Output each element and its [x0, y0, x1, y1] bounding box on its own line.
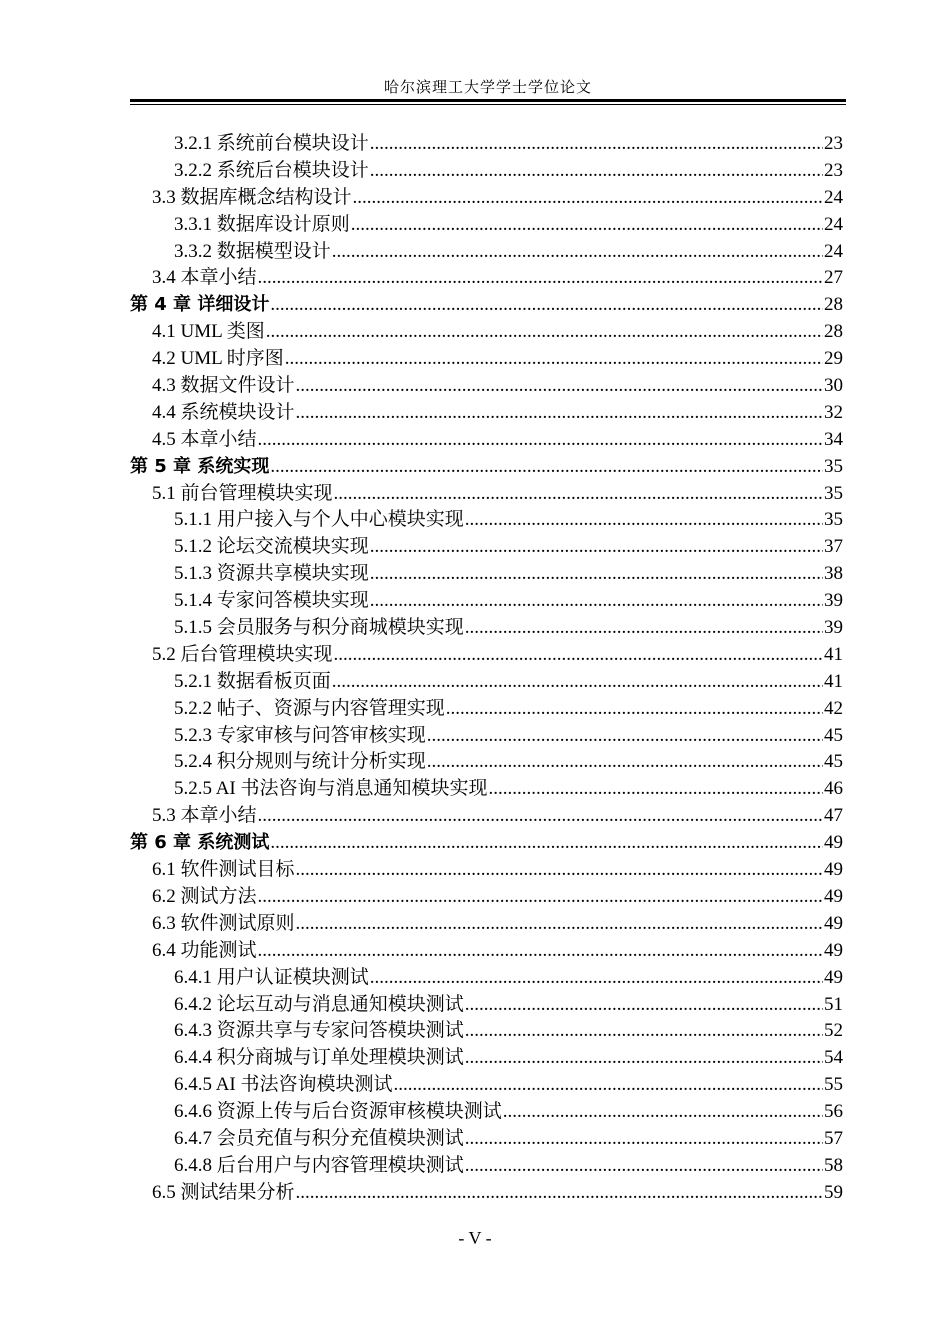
toc-dot-leader [351, 212, 823, 239]
toc-entry-title: 4.4 系统模块设计 [152, 401, 295, 423]
toc-dot-leader [370, 965, 823, 992]
toc-entry[interactable] [130, 803, 843, 830]
toc-entry-page: 41 [824, 670, 843, 692]
toc-entry-title: 5.1 前台管理模块实现 [152, 482, 333, 504]
toc-chapter-entry[interactable] [130, 830, 843, 857]
toc-entry[interactable] [130, 776, 843, 803]
toc-entry-page: 46 [824, 778, 843, 800]
toc-entry-title: 6.5 测试结果分析 [152, 1181, 295, 1203]
toc-entry[interactable] [130, 373, 843, 400]
toc-dot-leader [503, 1099, 823, 1126]
toc-entry-title: 5.1.2 论坛交流模块实现 [174, 536, 369, 558]
toc-entry[interactable] [130, 158, 843, 185]
toc-entry-title: 5.1.3 资源共享模块实现 [174, 563, 369, 585]
page-number: - V - [458, 1228, 492, 1248]
toc-entry-page: 52 [824, 1020, 843, 1042]
toc-entry-title: 6.4.6 资源上传与后台资源审核模块测试 [174, 1101, 502, 1123]
toc-entry-page: 55 [824, 1074, 843, 1096]
toc-entry-title: 6.4.1 用户认证模块测试 [174, 966, 369, 988]
toc-entry-title: 3.3 数据库概念结构设计 [152, 186, 352, 208]
toc-dot-leader [258, 427, 823, 454]
toc-entry-title: 6.2 测试方法 [152, 885, 257, 907]
toc-entry-title: 3.2.2 系统后台模块设计 [174, 159, 369, 181]
toc-entry-page: 35 [824, 455, 843, 477]
toc-entry-title: 6.4.7 会员充值与积分充值模块测试 [174, 1127, 464, 1149]
toc-dot-leader [427, 723, 823, 750]
toc-entry-title: 5.2 后台管理模块实现 [152, 643, 333, 665]
toc-entry-title: 5.2.1 数据看板页面 [174, 670, 331, 692]
toc-dot-leader [296, 911, 823, 938]
toc-entry-title: 5.3 本章小结 [152, 805, 257, 827]
toc-entry-title: 3.4 本章小结 [152, 267, 257, 289]
toc-entry-page: 28 [824, 321, 843, 343]
toc-dot-leader [258, 265, 823, 292]
toc-dot-leader [370, 561, 823, 588]
toc-entry-title: 5.1.4 专家问答模块实现 [174, 590, 369, 612]
toc-dot-leader [446, 696, 823, 723]
toc-entry-title: 第 4 章 详细设计 [130, 294, 270, 316]
toc-entry-page: 49 [824, 912, 843, 934]
toc-dot-leader [258, 803, 823, 830]
toc-entry-page: 35 [824, 509, 843, 531]
toc-chapter-entry[interactable] [130, 454, 843, 481]
toc-entry-title: 6.4 功能测试 [152, 939, 257, 961]
toc-entry-page: 24 [824, 240, 843, 262]
toc-entry-title: 4.3 数据文件设计 [152, 375, 295, 397]
toc-entry-title: 6.4.8 后台用户与内容管理模块测试 [174, 1154, 464, 1176]
toc-entry-page: 56 [824, 1101, 843, 1123]
toc-dot-leader [258, 884, 823, 911]
toc-entry-page: 47 [824, 805, 843, 827]
toc-dot-leader [285, 346, 823, 373]
toc-entry-page: 49 [824, 885, 843, 907]
toc-dot-leader [427, 749, 823, 776]
toc-entry[interactable] [130, 938, 843, 965]
toc-entry[interactable] [130, 857, 843, 884]
toc-dot-leader [465, 992, 823, 1019]
toc-dot-leader [370, 131, 823, 158]
toc-entry[interactable] [130, 427, 843, 454]
toc-entry-title: 第 5 章 系统实现 [130, 455, 270, 477]
toc-entry-title: 4.5 本章小结 [152, 428, 257, 450]
toc-entry[interactable] [130, 884, 843, 911]
toc-entry[interactable] [130, 749, 843, 776]
toc-entry-page: 30 [824, 375, 843, 397]
toc-entry-title: 4.2 UML 时序图 [152, 348, 284, 370]
toc-entry[interactable] [130, 642, 843, 669]
toc-entry-title: 3.3.1 数据库设计原则 [174, 213, 350, 235]
toc-entry[interactable] [130, 1045, 843, 1072]
toc-dot-leader [270, 292, 823, 319]
toc-entry-page: 42 [824, 697, 843, 719]
toc-entry-page: 59 [824, 1181, 843, 1203]
toc-chapter-entry[interactable] [130, 292, 843, 319]
toc-entry-title: 第 6 章 系统测试 [130, 832, 270, 854]
toc-entry[interactable] [130, 588, 843, 615]
toc-dot-leader [334, 481, 823, 508]
toc-entry[interactable] [130, 265, 843, 292]
toc-entry-page: 49 [824, 832, 843, 854]
toc-dot-leader [465, 615, 823, 642]
toc-dot-leader [332, 239, 823, 266]
toc-entry-page: 39 [824, 590, 843, 612]
toc-dot-leader [296, 857, 823, 884]
toc-entry[interactable] [130, 1072, 843, 1099]
toc-dot-leader [270, 830, 823, 857]
toc-entry-page: 35 [824, 482, 843, 504]
toc-entry-title: 3.2.1 系统前台模块设计 [174, 133, 369, 154]
toc-entry[interactable] [130, 669, 843, 696]
toc-dot-leader [296, 1180, 823, 1207]
toc-entry[interactable] [130, 1099, 843, 1126]
toc-entry-page: 49 [824, 966, 843, 988]
toc-entry[interactable] [130, 1153, 843, 1180]
toc-entry[interactable] [130, 185, 843, 212]
toc-entry[interactable] [130, 346, 843, 373]
toc-entry-title: 5.2.4 积分规则与统计分析实现 [174, 751, 426, 773]
toc-entry-page: 34 [824, 428, 843, 450]
toc-dot-leader [270, 454, 823, 481]
toc-entry[interactable] [130, 696, 843, 723]
toc-entry-page: 39 [824, 617, 843, 639]
toc-entry-page: 49 [824, 859, 843, 881]
toc-dot-leader [296, 400, 823, 427]
toc-entry-title: 5.2.2 帖子、资源与内容管理实现 [174, 697, 445, 719]
toc-entry-page: 32 [824, 401, 843, 423]
toc-entry-page: 45 [824, 724, 843, 746]
toc-dot-leader [353, 185, 823, 212]
toc-entry-title: 6.1 软件测试目标 [152, 859, 295, 881]
toc-entry-title: 5.2.3 专家审核与问答审核实现 [174, 724, 426, 746]
toc-dot-leader [370, 588, 823, 615]
toc-entry-page: 54 [824, 1047, 843, 1069]
header-rule-thin [130, 104, 846, 105]
toc-entry-title: 6.4.5 AI 书法咨询模块测试 [174, 1074, 393, 1096]
toc-dot-leader [370, 534, 823, 561]
toc-entry-title: 5.1.1 用户接入与个人中心模块实现 [174, 509, 464, 531]
toc-entry[interactable] [130, 992, 843, 1019]
toc-entry-page: 51 [824, 993, 843, 1015]
toc-entry[interactable] [130, 481, 843, 508]
toc-entry[interactable] [130, 131, 843, 158]
toc-entry[interactable] [130, 212, 843, 239]
header-rule-thick [130, 99, 846, 102]
toc-entry-page: 38 [824, 563, 843, 585]
toc-entry-page: 57 [824, 1127, 843, 1149]
toc-entry-title: 5.2.5 AI 书法咨询与消息通知模块实现 [174, 778, 488, 800]
toc-entry-title: 4.1 UML 类图 [152, 321, 265, 343]
toc-entry[interactable] [130, 561, 843, 588]
toc-entry-page: 23 [824, 133, 843, 154]
toc-dot-leader [266, 319, 823, 346]
toc-entry-page: 28 [824, 294, 843, 316]
toc-entry-page: 29 [824, 348, 843, 370]
toc-dot-leader [465, 1153, 823, 1180]
toc-entry[interactable] [130, 615, 843, 642]
toc-dot-leader [258, 938, 823, 965]
toc-entry-title: 5.1.5 会员服务与积分商城模块实现 [174, 617, 464, 639]
page-header-title: 哈尔滨理工大学学士学位论文 [383, 80, 592, 96]
toc-dot-leader [465, 1045, 823, 1072]
toc-entry[interactable] [130, 239, 843, 266]
toc-entry[interactable] [130, 319, 843, 346]
toc-entry-page: 41 [824, 643, 843, 665]
toc-entry-title: 6.4.4 积分商城与订单处理模块测试 [174, 1047, 464, 1069]
toc-entry-page: 37 [824, 536, 843, 558]
toc-entry-page: 45 [824, 751, 843, 773]
toc-entry[interactable] [130, 1180, 843, 1207]
toc-entry[interactable] [130, 965, 843, 992]
toc-entry[interactable] [130, 723, 843, 750]
toc-dot-leader [332, 669, 823, 696]
toc-entry-page: 27 [824, 267, 843, 289]
toc-dot-leader [370, 158, 823, 185]
toc-entry-title: 6.3 软件测试原则 [152, 912, 295, 934]
toc-entry[interactable] [130, 1126, 843, 1153]
toc-dot-leader [465, 1018, 823, 1045]
toc-entry-page: 58 [824, 1154, 843, 1176]
toc-entry[interactable] [130, 507, 843, 534]
toc-entry[interactable] [130, 1018, 843, 1045]
toc-dot-leader [394, 1072, 823, 1099]
toc-entry-page: 23 [824, 159, 843, 181]
toc-entry[interactable] [130, 400, 843, 427]
toc-entry-page: 24 [824, 213, 843, 235]
toc-dot-leader [296, 373, 823, 400]
table-of-contents [130, 131, 843, 1207]
toc-entry[interactable] [130, 534, 843, 561]
toc-entry-title: 6.4.3 资源共享与专家问答模块测试 [174, 1020, 464, 1042]
toc-entry-title: 6.4.2 论坛互动与消息通知模块测试 [174, 993, 464, 1015]
toc-entry-page: 49 [824, 939, 843, 961]
toc-dot-leader [334, 642, 823, 669]
toc-dot-leader [489, 776, 823, 803]
toc-entry[interactable] [130, 911, 843, 938]
toc-dot-leader [465, 507, 823, 534]
toc-dot-leader [465, 1126, 823, 1153]
toc-entry-page: 24 [824, 186, 843, 208]
toc-entry-title: 3.3.2 数据模型设计 [174, 240, 331, 262]
